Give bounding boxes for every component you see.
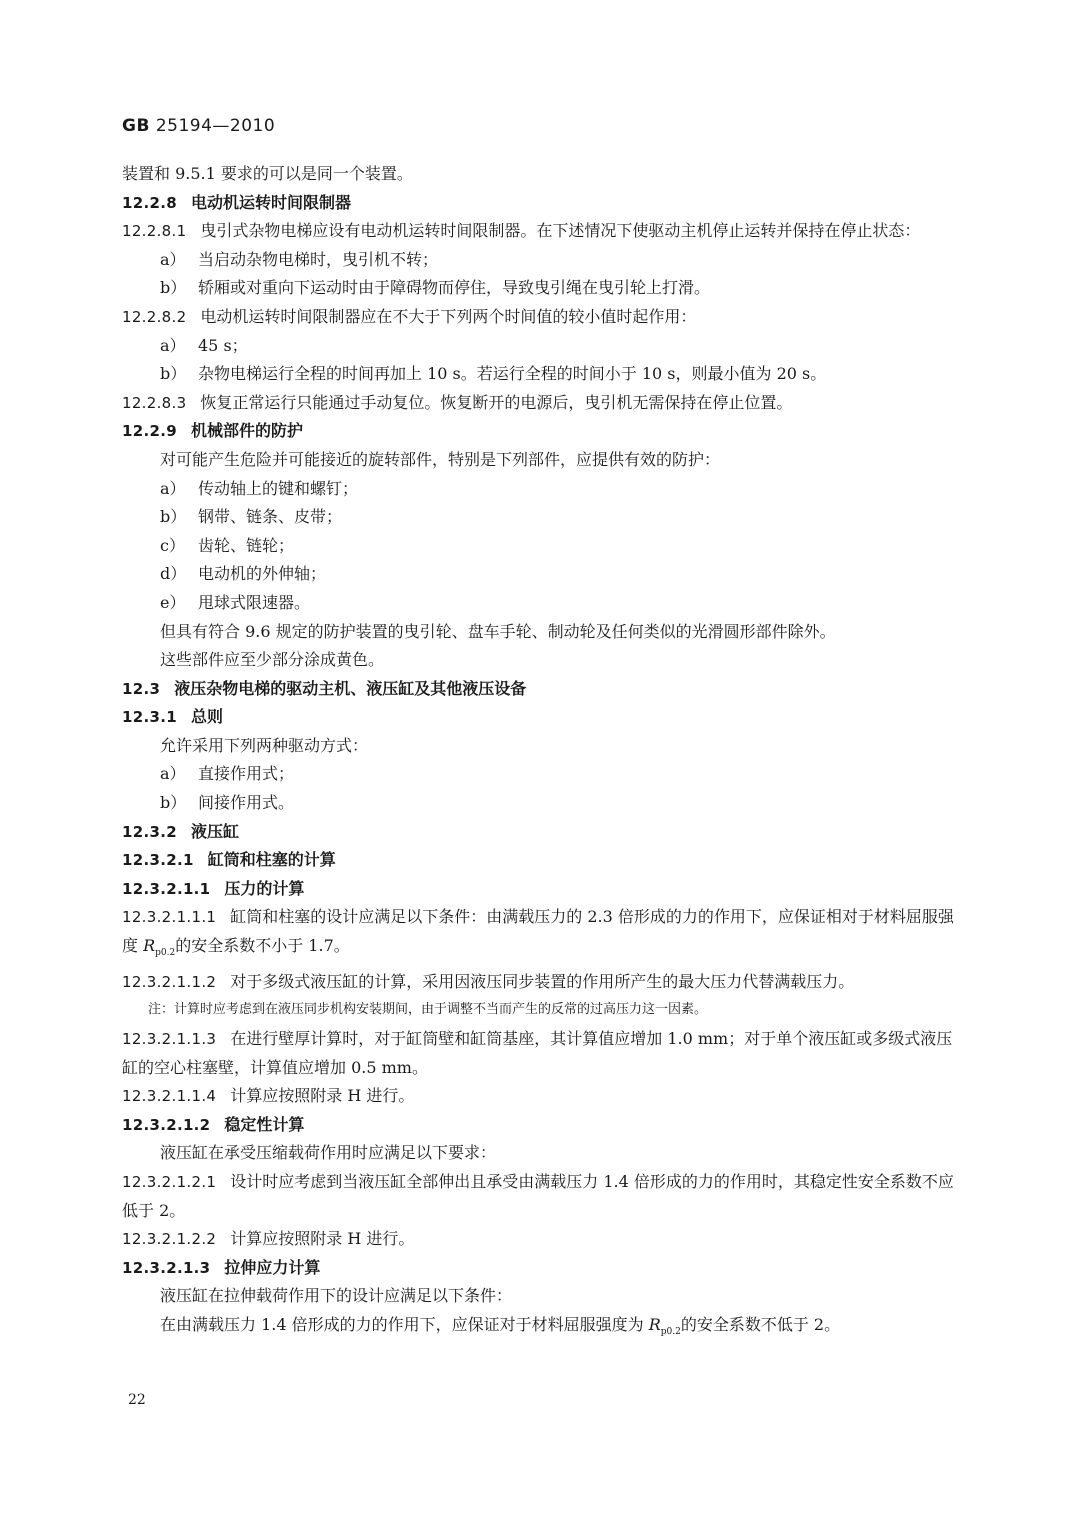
list-marker: b） — [160, 278, 187, 298]
note-text: 注：计算时应考虑到在液压同步机构安装期间，由于调整不当而产生的反常的过高压力这一因素。 — [148, 1002, 708, 1018]
list-item — [122, 760, 960, 789]
clause-paragraph — [122, 903, 960, 967]
list-item-text: 齿轮、链轮； — [198, 535, 295, 555]
list-marker: b） — [160, 364, 187, 384]
list-item — [122, 532, 960, 561]
clause-number: 12.2.9 — [122, 422, 177, 441]
paragraph-text: 电动机运转时间限制器应在不大于下列两个时间值的较小值时起作用： — [200, 306, 697, 326]
heading-text: 拉伸应力计算 — [224, 1257, 321, 1277]
clause-number: 12.2.8.3 — [122, 393, 187, 412]
section-heading — [122, 703, 960, 732]
list-marker: d） — [160, 564, 187, 584]
list-marker: b） — [160, 507, 187, 527]
symbol-subscript: p0.2 — [660, 1327, 681, 1338]
paragraph-text: 液压缸在承受压缩载荷作用时应满足以下要求： — [160, 1143, 497, 1163]
clause-number: 12.3.2.1.1 — [122, 879, 211, 898]
list-item-text: 传动轴上的键和螺钉； — [198, 478, 359, 498]
section-heading — [122, 846, 960, 875]
paragraph-text: 装置和 9.5.1 要求的可以是同一个装置。 — [122, 164, 413, 183]
clause-number: 12.3.2.1.3 — [122, 1258, 211, 1277]
clause-number: 12.3.2.1.2.1 — [122, 1172, 217, 1191]
yield-strength-symbol — [648, 1314, 681, 1338]
clause-number: 12.2.8.2 — [122, 307, 187, 326]
body-text — [122, 1282, 960, 1311]
clause-paragraph — [122, 1082, 960, 1111]
heading-text: 机械部件的防护 — [190, 421, 303, 441]
body-text — [122, 446, 960, 475]
list-item — [122, 503, 960, 532]
list-item-text: 轿厢或对重向下运动时由于障碍物而停住，导致曳引绳在曳引轮上打滑。 — [198, 278, 711, 298]
clause-number: 12.3.1 — [122, 708, 177, 727]
clause-paragraph — [122, 1225, 960, 1254]
section-heading — [122, 875, 960, 904]
clause-number: 12.3.2.1.2.2 — [122, 1230, 217, 1249]
list-item-text: 直接作用式； — [198, 764, 295, 784]
body-text — [122, 618, 960, 647]
list-item — [122, 589, 960, 618]
heading-text: 稳定性计算 — [224, 1114, 305, 1134]
list-marker: a） — [160, 478, 186, 498]
clause-paragraph — [122, 968, 960, 997]
body-text — [122, 160, 960, 189]
heading-text: 总则 — [190, 707, 223, 727]
clause-number: 12.3.2 — [122, 822, 177, 841]
list-item-text: 间接作用式。 — [198, 793, 295, 813]
standard-code — [122, 116, 275, 136]
paragraph-text: 曳引式杂物电梯应设有电动机运转时间限制器。在下述情况下使驱动主机停止运转并保持在停止状态： — [200, 221, 921, 241]
list-marker: b） — [160, 793, 187, 813]
heading-text: 电动机运转时间限制器 — [190, 192, 351, 212]
paragraph-text: 液压缸在拉伸载荷作用下的设计应满足以下条件： — [160, 1286, 513, 1306]
paragraph-text: 允许采用下列两种驱动方式： — [160, 735, 369, 755]
section-heading — [122, 189, 960, 218]
list-item-text: 甩球式限速器。 — [198, 592, 311, 612]
paragraph-text-tail: 的安全系数不低于 2。 — [680, 1314, 841, 1334]
list-marker: e） — [160, 592, 186, 612]
page-number: 22 — [128, 1392, 146, 1408]
list-item — [122, 246, 960, 275]
paragraph-text: 缸筒和柱塞的设计应满足以下条件：由满载压力的 2.3 倍形成的力的作用下，应保证相对于材料屈服强度 — [122, 907, 954, 956]
list-item-text: 电动机的外伸轴； — [198, 564, 327, 584]
list-item — [122, 789, 960, 818]
body-text — [122, 646, 960, 675]
clause-number: 12.3.2.1.1.2 — [122, 972, 217, 991]
section-heading — [122, 675, 960, 704]
document-body — [122, 160, 960, 1347]
section-heading — [122, 1111, 960, 1140]
paragraph-text: 设计时应考虑到当液压缸全部伸出且承受由满载压力 1.4 倍形成的力的作用时，其稳定性安全系数不应低于 2。 — [122, 1171, 954, 1220]
body-text — [122, 1139, 960, 1168]
section-heading — [122, 417, 960, 446]
clause-number: 12.3.2.1.1.4 — [122, 1087, 217, 1106]
body-text — [122, 1311, 960, 1347]
paragraph-text-tail: 的安全系数不小于 1.7。 — [175, 936, 350, 956]
list-item — [122, 475, 960, 504]
clause-paragraph — [122, 389, 960, 418]
section-heading — [122, 818, 960, 847]
body-text — [122, 732, 960, 761]
list-item-text: 杂物电梯运行全程的时间再加上 10 s。若运行全程的时间小于 10 s，则最小值为 20 s。 — [198, 364, 827, 384]
clause-number: 12.3 — [122, 679, 161, 698]
paragraph-text: 对于多级式液压缸的计算，采用因液压同步装置的作用所产生的最大压力代替满载压力。 — [230, 971, 855, 991]
heading-text: 压力的计算 — [224, 878, 305, 898]
paragraph-text: 但具有符合 9.6 规定的防护装置的曳引轮、盘车手轮、制动轮及任何类似的光滑圆形部件除外。 — [160, 621, 836, 641]
clause-number: 12.2.8 — [122, 193, 177, 212]
paragraph-text: 恢复正常运行只能通过手动复位。恢复断开的电源后，曳引机无需保持在停止位置。 — [200, 392, 793, 412]
paragraph-text: 这些部件应至少部分涂成黄色。 — [160, 650, 385, 670]
clause-paragraph — [122, 1168, 960, 1225]
standard-number: 25194—2010 — [155, 116, 276, 136]
symbol-subscript: p0.2 — [155, 948, 176, 959]
heading-text: 缸筒和柱塞的计算 — [207, 850, 336, 870]
clause-paragraph — [122, 303, 960, 332]
list-marker: c） — [160, 535, 185, 555]
list-item — [122, 332, 960, 361]
list-item — [122, 560, 960, 589]
list-item-text: 钢带、链条、皮带； — [198, 507, 343, 527]
paragraph-text: 计算应按照附录 H 进行。 — [230, 1229, 415, 1249]
list-marker: a） — [160, 249, 186, 269]
heading-text: 液压缸 — [190, 821, 239, 841]
list-item-text: 45 s； — [198, 335, 248, 355]
list-item — [122, 274, 960, 303]
clause-number: 12.2.8.1 — [122, 222, 187, 241]
list-item — [122, 360, 960, 389]
yield-strength-symbol — [143, 936, 176, 959]
clause-number: 12.3.2.1.1.3 — [122, 1030, 217, 1048]
list-marker: a） — [160, 764, 186, 784]
heading-text: 液压杂物电梯的驱动主机、液压缸及其他液压设备 — [174, 678, 527, 698]
paragraph-text: 对可能产生危险并可能接近的旋转部件，特别是下列部件，应提供有效的防护： — [160, 449, 721, 469]
clause-paragraph — [122, 1025, 960, 1082]
clause-paragraph — [122, 217, 960, 246]
paragraph-text: 计算应按照附录 H 进行。 — [230, 1086, 415, 1106]
clause-number: 12.3.2.1 — [122, 851, 194, 870]
paragraph-text: 在由满载压力 1.4 倍形成的力的作用下，应保证对于材料屈服强度为 — [160, 1314, 649, 1334]
standard-prefix: GB — [122, 116, 150, 136]
list-item-text: 当启动杂物电梯时，曳引机不转； — [198, 249, 439, 269]
symbol-letter: R — [143, 936, 156, 956]
note — [122, 996, 960, 1025]
clause-number: 12.3.2.1.2 — [122, 1115, 211, 1134]
symbol-letter: R — [648, 1314, 661, 1334]
list-marker: a） — [160, 335, 186, 355]
clause-number: 12.3.2.1.1.1 — [122, 908, 217, 927]
paragraph-text: 在进行壁厚计算时，对于缸筒壁和缸筒基座，其计算值应增加 1.0 mm；对于单个液压缸或多级式液压缸的空心柱塞壁，计算值应增加 0.5 mm。 — [122, 1029, 953, 1077]
section-heading — [122, 1254, 960, 1283]
